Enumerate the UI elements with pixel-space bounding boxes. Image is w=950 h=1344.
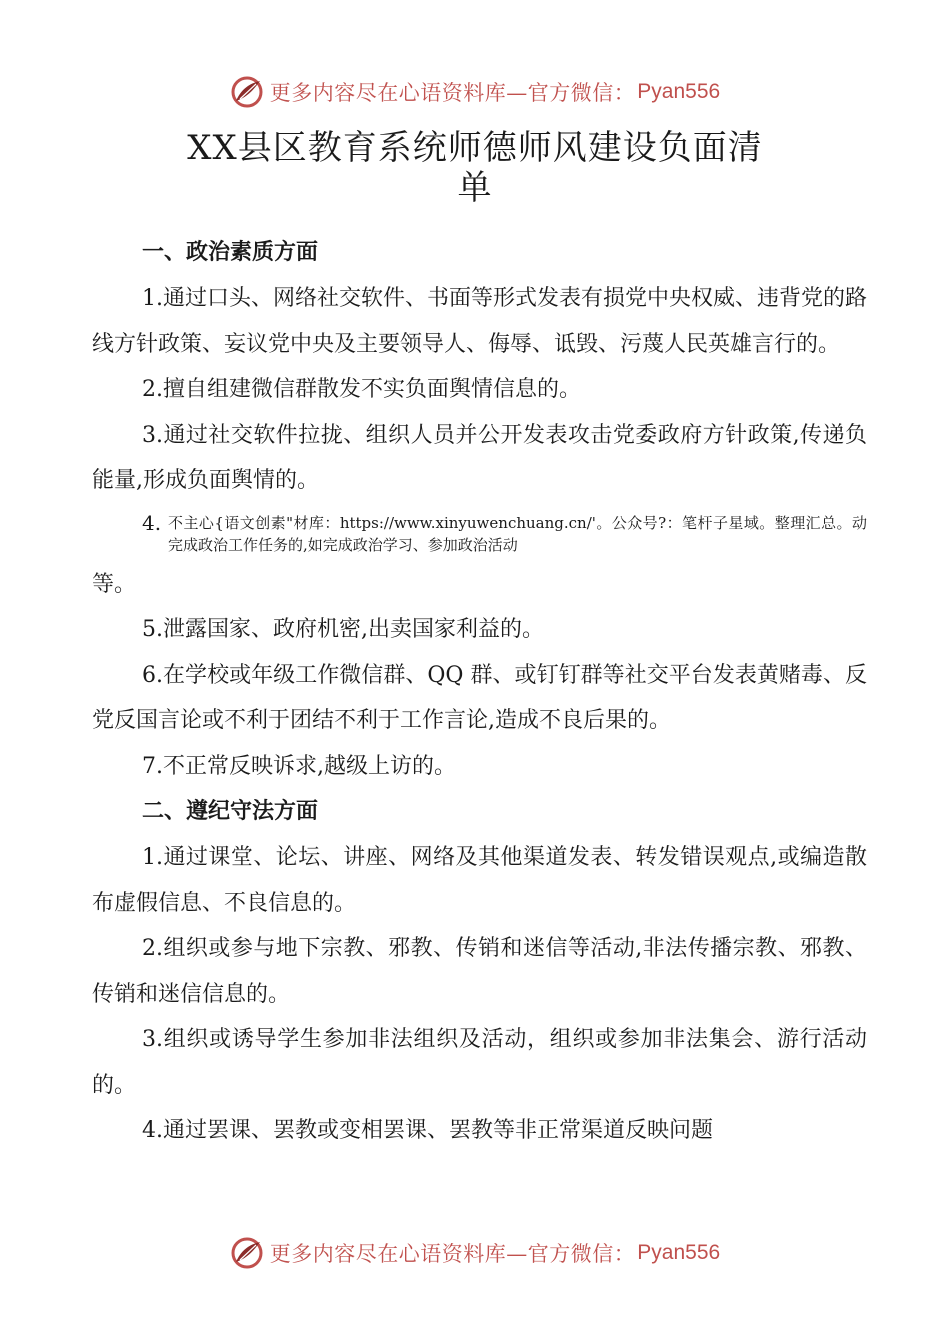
paragraph: 1.通过课堂、论坛、讲座、网络及其他渠道发表、转发错误观点,或编造散布虚假信息、不良信息的。 bbox=[92, 845, 867, 916]
paragraph-tail: 等。 bbox=[92, 571, 137, 597]
paragraph: 6.在学校或年级工作微信群、QQ 群、或钉钉群等社交平台发表黄赌毒、反党反国言论或不利于团结不利于工作言论,造成不良后果的。 bbox=[92, 662, 867, 733]
inserted-note-paragraph bbox=[92, 512, 867, 556]
inserted-note-text: 不主心{语文创素"材库：https://www.xinyuwenchuang.cn/'。公众号?：笔杆子星域。整理汇总。动完成政治工作任务的,如完成政治学习、参加政治活动 bbox=[168, 513, 867, 554]
document-title bbox=[150, 128, 800, 208]
wechat-id: Pyan556 bbox=[637, 80, 721, 103]
title-line-2: 单 bbox=[457, 168, 493, 208]
paragraph: 5.泄露国家、政府机密,出卖国家利益的。 bbox=[142, 617, 544, 642]
wechat-id: Pyan556 bbox=[637, 1241, 721, 1264]
paragraph: 2.组织或参与地下宗教、邪教、传销和迷信等活动,非法传播宗教、邪教、传销和迷信信息的。 bbox=[92, 936, 867, 1007]
section-heading: 二、遵纪守法方面 bbox=[142, 799, 319, 824]
paragraph: 2.擅自组建微信群散发不实负面舆情信息的。 bbox=[142, 377, 581, 402]
watermark-text: 更多内容尽在心语资料库—官方微信： bbox=[269, 81, 636, 105]
title-line-1: XX县区教育系统师德师风建设负面清 bbox=[187, 128, 763, 168]
footer-watermark bbox=[0, 1233, 950, 1273]
section-heading: 一、政治素质方面 bbox=[142, 240, 319, 265]
watermark-text: 更多内容尽在心语资料库—官方微信： bbox=[269, 1242, 636, 1266]
paragraph: 3.通过社交软件拉拢、组织人员并公开发表攻击党委政府方针政策,传递负能量,形成负面舆情的。 bbox=[92, 422, 867, 493]
document-body bbox=[92, 230, 867, 1154]
paragraph: 4.通过罢课、罢教或变相罢课、罢教等非正常渠道反映问题 bbox=[142, 1118, 713, 1143]
paragraph: 3.组织或诱导学生参加非法组织及活动，组织或参加非法集会、游行活动的。 bbox=[92, 1027, 867, 1098]
paragraph: 7.不正常反映诉求,越级上访的。 bbox=[142, 753, 456, 779]
leaf-logo-icon bbox=[230, 1236, 264, 1270]
leaf-logo-icon bbox=[230, 75, 264, 109]
header-watermark bbox=[0, 72, 950, 112]
item-number: 4. bbox=[142, 510, 162, 535]
paragraph: 1.通过口头、网络社交软件、书面等形式发表有损党中央权威、违背党的路线方针政策、妄议党中央及主要领导人、侮辱、诋毁、污蔑人民英雄言行的。 bbox=[92, 286, 867, 357]
